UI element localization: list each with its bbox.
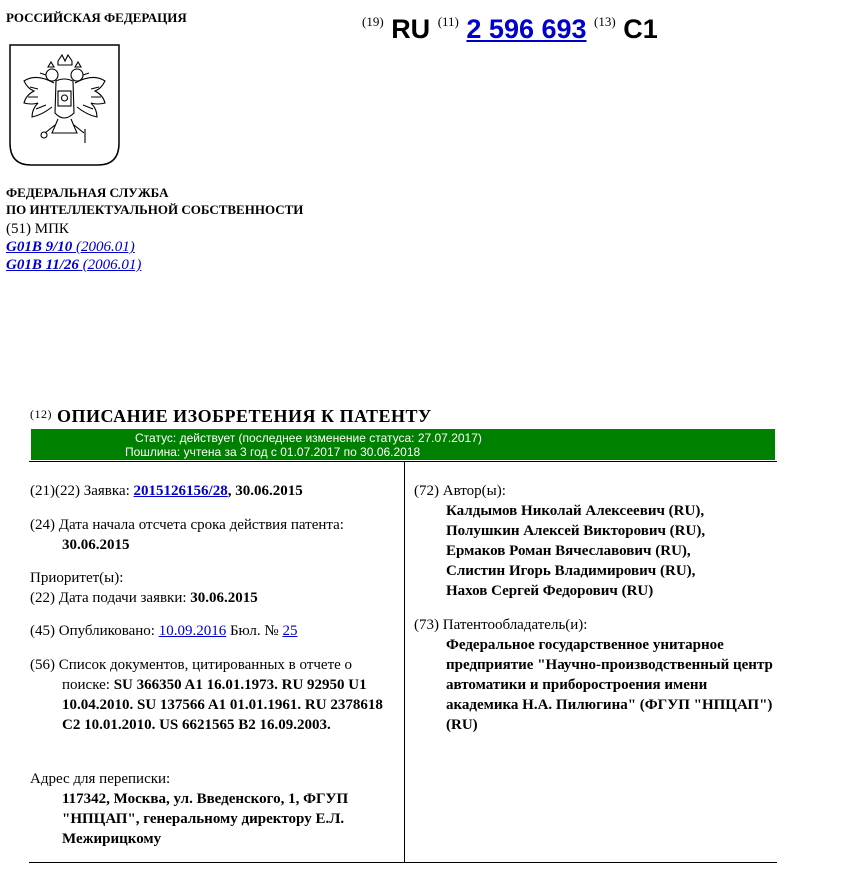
bulletin-label: Бюл. №	[226, 623, 283, 639]
document-title	[30, 406, 432, 427]
bottom-divider	[29, 862, 777, 863]
patent-number-link[interactable]: 2 596 693	[466, 14, 587, 44]
holder-section	[414, 615, 784, 735]
fee-line: Пошлина: учтена за 3 год с 01.07.2017 по 30.06.2018	[125, 445, 421, 459]
author-item: Ермаков Роман Вячеславович (RU),	[446, 543, 691, 559]
cited-docs-row	[30, 655, 398, 735]
ipc-version-2: (2006.01)	[78, 257, 142, 273]
term-label: (24) Дата начала отсчета срока действия патента:	[30, 517, 344, 533]
top-divider	[29, 461, 777, 462]
title-code: (12)	[30, 407, 52, 421]
status-line: Статус: действует (последнее изменение статуса: 27.07.2017)	[135, 431, 482, 445]
agency-line-1: ФЕДЕРАЛЬНАЯ СЛУЖБА	[6, 185, 169, 200]
ipc-section	[6, 220, 141, 274]
agency-line-2: ПО ИНТЕЛЛЕКТУАЛЬНОЙ СОБСТВЕННОСТИ	[6, 202, 304, 217]
mpk-label: (51) МПК	[6, 221, 69, 237]
kind-code: C1	[623, 14, 658, 44]
published-row	[30, 621, 394, 641]
priority-label: Приоритет(ы):	[30, 570, 124, 586]
filing-date: 30.06.2015	[190, 590, 258, 606]
column-divider	[404, 462, 405, 862]
author-item: Калдымов Николай Алексеевич (RU),	[446, 503, 705, 519]
ipc-code-1: G01B 9/10	[6, 239, 73, 255]
bulletin-number-link[interactable]: 25	[282, 623, 298, 639]
authors-section	[414, 481, 784, 601]
published-label: (45) Опубликовано:	[30, 623, 159, 639]
cited-docs: SU 366350 A1 16.01.1973. RU 92950 U1 10.04.2010. SU 137566 A1 01.01.1961. RU 2378618 C2 10.01.2010. US 6621565 B2 16.09.2003.	[62, 677, 383, 733]
application-row	[30, 481, 394, 501]
author-item: Нахов Сергей Федорович (RU)	[446, 583, 654, 599]
code-19: (19)	[362, 14, 384, 29]
status-bar	[31, 429, 775, 460]
holder-label: (73) Патентообладатель(и):	[414, 617, 588, 633]
address-row	[30, 769, 394, 849]
patent-number-line	[362, 14, 658, 45]
application-date: , 30.06.2015	[227, 483, 303, 499]
address-text: 117342, Москва, ул. Введенского, 1, ФГУП "НПЦАП", генеральному директору Е.Л. Межирицкому	[62, 791, 349, 847]
authors-label: (72) Автор(ы):	[414, 483, 506, 499]
term-row	[30, 515, 394, 555]
ipc-link-2[interactable]	[6, 257, 141, 273]
cited-label: (56) Список документов, цитированных в отчете о	[30, 657, 353, 673]
term-date: 30.06.2015	[62, 537, 130, 553]
cited-label-2: поиске:	[62, 677, 114, 693]
country-code: RU	[391, 14, 431, 44]
priority-row	[30, 568, 394, 608]
code-13: (13)	[594, 14, 616, 29]
filing-label: (22) Дата подачи заявки:	[30, 590, 191, 606]
ipc-code-2: G01B 11/26	[6, 257, 79, 273]
application-number-link[interactable]: 2015126156/28	[133, 483, 228, 499]
agency-name	[6, 184, 303, 218]
application-label: (21)(22) Заявка:	[30, 483, 134, 499]
country-name: РОССИЙСКАЯ ФЕДЕРАЦИЯ	[6, 10, 187, 25]
author-item: Полушкин Алексей Викторович (RU),	[446, 523, 706, 539]
code-11: (11)	[437, 14, 459, 29]
address-label: Адрес для переписки:	[30, 771, 171, 787]
published-date-link[interactable]: 10.09.2016	[158, 623, 227, 639]
title-text: ОПИСАНИЕ ИЗОБРЕТЕНИЯ К ПАТЕНТУ	[57, 406, 432, 426]
holder-text: Федеральное государственное унитарное предприятие "Научно-производственный центр автоматики и приборостроения имени академика Н.А. Пилюгина" (ФГУП "НПЦАП") (RU)	[446, 637, 773, 733]
coat-of-arms-emblem	[8, 43, 121, 169]
author-item: Слистин Игорь Владимирович (RU),	[446, 563, 696, 579]
ipc-version-1: (2006.01)	[72, 239, 135, 255]
ipc-link-1[interactable]	[6, 239, 135, 255]
